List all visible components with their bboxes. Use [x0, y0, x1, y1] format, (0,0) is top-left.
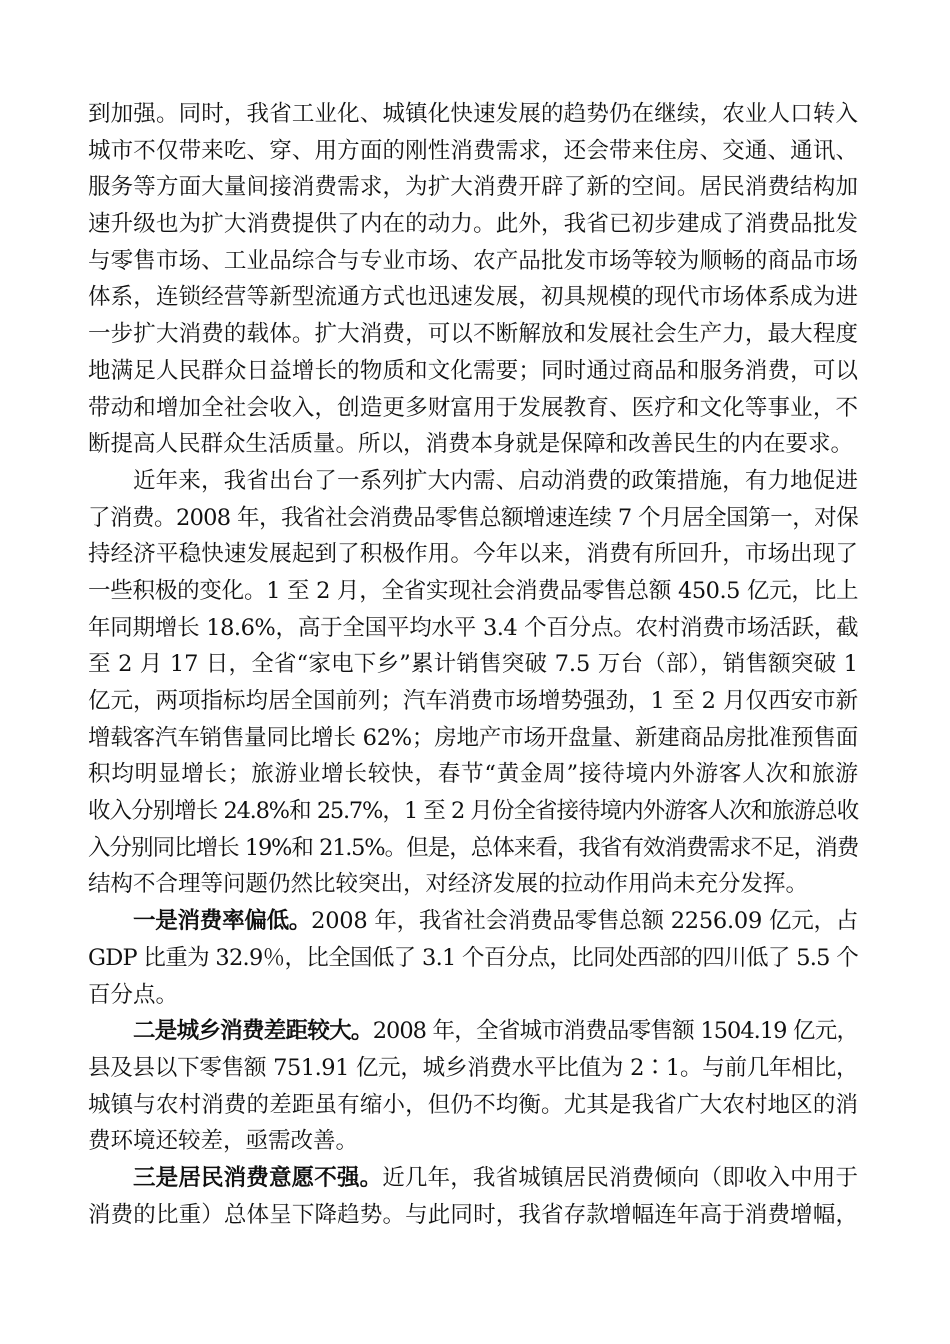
section-heading: 二是城乡消费差距较大。 — [133, 1018, 373, 1045]
text-line: 县及县以下零售额 751.91 亿元，城乡消费水平比值为 2∶1。与前几年相比， — [88, 1054, 858, 1081]
text-line: 亿元，两项指标均居全国前列；汽车消费市场增势强劲，1 至 2 月仅西安市新 — [88, 688, 859, 714]
text-line: 积均明显增长；旅游业增长较快，春节“黄金周”接待境内外游客人次和旅游 — [88, 761, 858, 788]
paragraph-2 — [88, 463, 858, 903]
text-line: 城镇与农村消费的差距虽有缩小，但仍不均衡。尤其是我省广大农村地区的消 — [88, 1091, 858, 1118]
section-heading: 三是居民消费意愿不强。 — [133, 1164, 383, 1191]
text-line: 近年来，我省出台了一系列扩大内需、启动消费的政策措施，有力地促进 — [133, 467, 858, 494]
text-line: 断提高人民群众生活质量。所以，消费本身就是保障和改善民生的内在要求。 — [88, 431, 854, 458]
text-line: 收入分别增长 24.8%和 25.7%，1 至 2 月份全省接待境内外游客人次和旅游总收 — [88, 798, 858, 825]
paragraph-5 — [88, 1160, 858, 1233]
paragraph-4 — [88, 1013, 858, 1160]
text-line: 一些积极的变化。1 至 2 月，全省实现社会消费品零售总额 450.5 亿元，比上 — [88, 577, 858, 604]
text-line: 到加强。同时，我省工业化、城镇化快速发展的趋势仍在继续，农业人口转入 — [88, 101, 858, 127]
text-line: 带动和增加全社会收入，创造更多财富用于发展教育、医疗和文化等事业，不 — [88, 394, 858, 421]
text-line: 与零售市场、工业品综合与专业市场、农产品批发市场等较为顺畅的商品市场 — [88, 247, 858, 274]
text-run: 2008 年，全省城市消费品零售额 1504.19 亿元， — [372, 1018, 858, 1045]
text-line: 结构不合理等问题仍然比较突出，对经济发展的拉动作用尚未充分发挥。 — [88, 871, 809, 898]
text-line: 消费的比重）总体呈下降趋势。与此同时，我省存款增幅连年高于消费增幅， — [88, 1201, 858, 1228]
text-line: 费环境还较差，亟需改善。 — [88, 1128, 359, 1155]
text-line: 城市不仅带来吃、穿、用方面的刚性消费需求，还会带来住房、交通、通讯、 — [88, 137, 858, 164]
paragraph-1 — [88, 96, 858, 463]
text-line: 地满足人民群众日益增长的物质和文化需要；同时通过商品和服务消费，可以 — [88, 357, 858, 384]
text-run: 2008 年，我省社会消费品零售总额 2256.09 亿元，占 — [311, 908, 858, 935]
text-line: 速升级也为扩大消费提供了内在的动力。此外，我省已初步建成了消费品批发 — [88, 211, 858, 238]
text-line: 服务等方面大量间接消费需求，为扩大消费开辟了新的空间。居民消费结构加 — [88, 174, 858, 201]
text-line: GDP 比重为 32.9％，比全国低了 3.1 个百分点，比同处西部的四川低了 5.5 个 — [88, 944, 858, 971]
text-line: 体系，连锁经营等新型流通方式也迅速发展，初具规模的现代市场体系成为进 — [88, 284, 858, 311]
paragraph-3 — [88, 903, 858, 1013]
text-line: 持经济平稳快速发展起到了积极作用。今年以来，消费有所回升，市场出现了 — [88, 541, 858, 568]
document-body — [88, 96, 858, 1233]
text-line — [88, 903, 858, 940]
text-line: 一步扩大消费的载体。扩大消费，可以不断解放和发展社会生产力，最大程度 — [88, 321, 858, 348]
text-line: 年同期增长 18.6%，高于全国平均水平 3.4 个百分点。农村消费市场活跃，截 — [88, 614, 858, 641]
text-line: 增载客汽车销售量同比增长 62%；房地产市场开盘量、新建商品房批准预售面 — [88, 724, 858, 751]
text-line: 了消费。2008 年，我省社会消费品零售总额增速连续 7 个月居全国第一，对保 — [88, 504, 858, 531]
text-line — [88, 1160, 858, 1197]
text-line: 百分点。 — [88, 981, 179, 1008]
text-line — [88, 1013, 858, 1050]
section-heading: 一是消费率偏低。 — [133, 908, 312, 935]
text-run: 近几年，我省城镇居民消费倾向（即收入中用于 — [382, 1164, 858, 1191]
text-line: 入分别同比增长 19%和 21.5%。但是，总体来看，我省有效消费需求不足，消费 — [88, 834, 858, 861]
text-line: 至 2 月 17 日，全省“家电下乡”累计销售突破 7.5 万台（部），销售额突破 1 — [88, 651, 858, 678]
